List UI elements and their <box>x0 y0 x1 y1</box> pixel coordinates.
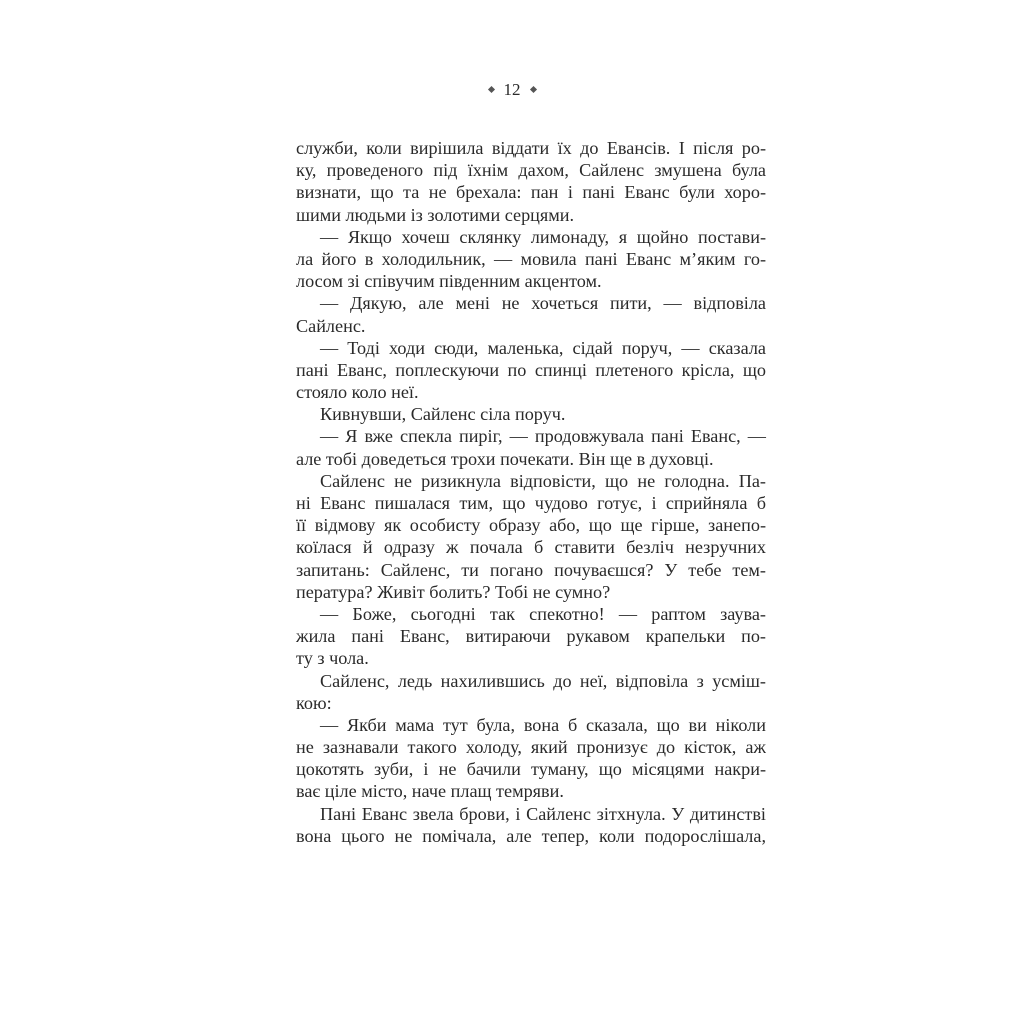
diamond-ornament-right-icon <box>529 86 536 93</box>
text-line: — Тоді ходи сюди, маленька, сідай поруч, — сказала <box>320 337 766 358</box>
text-line: шими людьми із золотими серцями. <box>296 204 575 225</box>
text-line: лосом зі співучим південним акцентом. <box>296 271 602 292</box>
paragraph <box>296 292 766 336</box>
text-line: Сайленс, ледь нахилившись до неї, відповіла з усміш- <box>320 670 766 691</box>
paragraph <box>296 603 766 670</box>
page-number <box>0 80 1024 100</box>
body-text <box>296 137 766 847</box>
text-line: ту з чола. <box>296 648 369 669</box>
text-line: кою: <box>296 692 332 713</box>
paragraph <box>296 137 766 226</box>
paragraph <box>296 337 766 404</box>
text-line: цокотять зуби, і не бачили туману, що місяцями накри- <box>296 759 766 780</box>
text-line: запитань: Сайленс, ти погано почуваєшся? У тебе тем- <box>296 559 766 580</box>
paragraph <box>296 226 766 293</box>
text-line: — Якщо хочеш склянку лимонаду, я щойно постави- <box>320 226 766 247</box>
diamond-ornament-left-icon <box>487 86 494 93</box>
text-line: Пані Еванс звела брови, і Сайленс зітхнула. У дитинстві <box>320 803 766 824</box>
text-line: стояло коло неї. <box>296 382 419 403</box>
text-line: вона цього не помічала, але тепер, коли подорослішала, <box>296 825 766 846</box>
text-line: жила пані Еванс, витираючи рукавом крапельки по- <box>296 626 766 647</box>
paragraph <box>296 670 766 714</box>
text-line: визнати, що та не брехала: пан і пані Еванс були хоро- <box>296 182 766 203</box>
text-line: пература? Живіт болить? Тобі не сумно? <box>296 581 611 602</box>
text-line: Кивнувши, Сайленс сіла поруч. <box>320 404 566 425</box>
paragraph <box>296 803 766 847</box>
page-number-text: 12 <box>503 80 521 99</box>
text-line: її відмову як особисту образу або, що ще гірше, занепо- <box>296 515 766 536</box>
text-line: ку, проведеного під їхнім дахом, Сайленс змушена була <box>296 160 766 181</box>
text-line: служби, коли вирішила віддати їх до Евансів. І після ро- <box>296 138 766 158</box>
text-line: не зазнавали такого холоду, який пронизує до кісток, аж <box>296 737 766 758</box>
text-line: пані Еванс, поплескуючи по спинці плетеного крісла, що <box>296 359 766 380</box>
text-line: — Якби мама тут була, вона б сказала, що ви ніколи <box>320 714 766 735</box>
text-line: — Я вже спекла пиріг, — продовжувала пані Еванс, — <box>320 426 766 447</box>
text-line: ває ціле місто, наче плащ темряви. <box>296 781 564 802</box>
text-line: Сайленс. <box>296 315 366 336</box>
paragraph <box>296 714 766 803</box>
text-line: ні Еванс пишалася тим, що чудово готує, і сприйняла б <box>296 493 766 513</box>
paragraph <box>296 470 766 603</box>
text-line: — Дякую, але мені не хочеться пити, — відповіла <box>320 293 766 314</box>
text-line: але тобі доведеться трохи почекати. Він ще в духовці. <box>296 448 714 469</box>
paragraph <box>296 425 766 469</box>
paragraph <box>296 403 766 425</box>
text-line: коїлася й одразу ж почала б ставити безліч незручних <box>296 537 766 558</box>
text-line: Сайленс не ризикнула відповісти, що не голодна. Па- <box>320 470 766 491</box>
text-line: ла його в холодильник, — мовила пані Еванс м’яким го- <box>296 248 766 269</box>
text-line: — Боже, сьогодні так спекотно! — раптом заува- <box>320 603 766 624</box>
